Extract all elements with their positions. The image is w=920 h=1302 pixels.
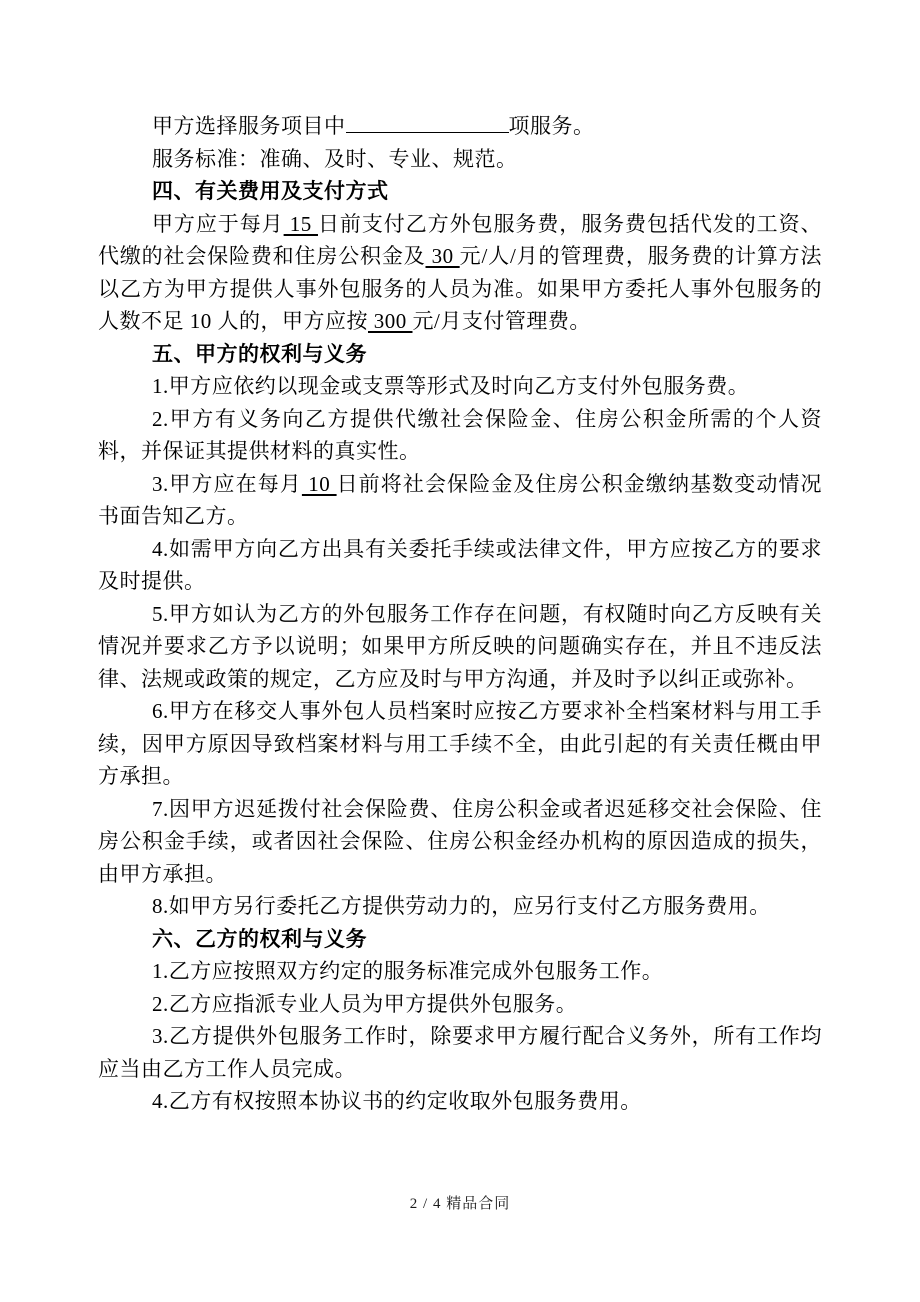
paragraph <box>98 1085 822 1118</box>
text-run: 元/月支付管理费。 <box>412 309 591 334</box>
text-run: 2.乙方应指派专业人员为甲方提供外包服务。 <box>152 991 578 1016</box>
text-run: 四、有关费用及支付方式 <box>152 179 389 204</box>
paragraph <box>98 598 822 696</box>
text-run: 3.乙方提供外包服务工作时，除要求甲方履行配合义务外，所有工作均应当由乙方工作人员完成。 <box>98 1024 822 1081</box>
paragraph <box>98 695 822 793</box>
paragraph <box>98 143 822 176</box>
text-run: 日前支付乙方外包服务费，服务费包括代发的工资、代缴的社会保险费和住房公积金及 <box>98 211 823 269</box>
paragraph <box>98 403 822 468</box>
text-run: 2.甲方有义务向乙方提供代缴社会保险金、住房公积金所需的个人资料，并保证其提供材料的真实性。 <box>98 406 822 464</box>
underlined-value: 10 <box>301 471 337 496</box>
paragraph <box>98 890 822 923</box>
fill-in-blank-line <box>346 110 509 133</box>
text-run: 4.乙方有权按照本协议书的约定收取外包服务费用。 <box>152 1089 642 1114</box>
text-run: 项服务。 <box>508 114 595 139</box>
text-run: 3.甲方应在每月 <box>152 471 302 496</box>
paragraph <box>98 988 822 1021</box>
section-heading <box>98 923 822 956</box>
text-run: 服务标准：准确、及时、专业、规范。 <box>152 146 518 171</box>
underlined-value: 300 <box>368 309 413 334</box>
text-run: 5.甲方如认为乙方的外包服务工作存在问题，有权随时向乙方反映有关情况并要求乙方予以说明；如果甲方所反映的问题确实存在，并且不违反法律、法规或政策的规定，乙方应及时与甲方沟通，并及时予以纠正或弥补。 <box>98 601 822 691</box>
text-run: 1.乙方应按照双方约定的服务标准完成外包服务工作。 <box>152 959 664 984</box>
paragraph <box>98 370 822 403</box>
text-run: 五、甲方的权利与义务 <box>152 341 367 366</box>
text-run: 4.如需甲方向乙方出具有关委托手续或法律文件，甲方应按乙方的要求及时提供。 <box>98 536 822 594</box>
paragraph <box>98 793 822 891</box>
text-run: 元/人/月的管理费，服务费的计算方法以乙方为甲方提供人事外包服务的人员为准。如果甲方委托人事外包服务的人数不足 10 人的，甲方应按 <box>98 244 823 334</box>
paragraph <box>98 208 822 338</box>
page-number: 2 / 4 精品合同 <box>409 1196 511 1212</box>
paragraph <box>98 468 822 533</box>
text-run: 六、乙方的权利与义务 <box>152 926 367 951</box>
text-run: 1.甲方应依约以现金或支票等形式及时向乙方支付外包服务费。 <box>152 374 750 399</box>
underlined-value: 30 <box>425 244 460 269</box>
document-body <box>98 110 822 1118</box>
text-run: 甲方应于每月 <box>152 211 284 236</box>
text-run: 7.因甲方迟延拨付社会保险费、住房公积金或者迟延移交社会保险、住房公积金手续，或者因社会保险、住房公积金经办机构的原因造成的损失，由甲方承担。 <box>98 796 822 886</box>
text-run: 6.甲方在移交人事外包人员档案时应按乙方要求补全档案材料与用工手续，因甲方原因导致档案材料与用工手续不全，由此引起的有关责任概由甲方承担。 <box>98 699 822 789</box>
text-run: 日前将社会保险金及住房公积金缴纳基数变动情况书面告知乙方。 <box>98 471 823 529</box>
paragraph <box>98 955 822 988</box>
paragraph <box>98 1020 822 1085</box>
section-heading <box>98 338 822 371</box>
paragraph <box>98 110 822 143</box>
paragraph <box>98 533 822 598</box>
text-run: 甲方选择服务项目中 <box>152 114 346 139</box>
page-footer <box>0 1194 920 1214</box>
text-run: 8.如甲方另行委托乙方提供劳动力的，应另行支付乙方服务费用。 <box>152 894 771 919</box>
underlined-value: 15 <box>283 211 318 236</box>
section-heading <box>98 175 822 208</box>
